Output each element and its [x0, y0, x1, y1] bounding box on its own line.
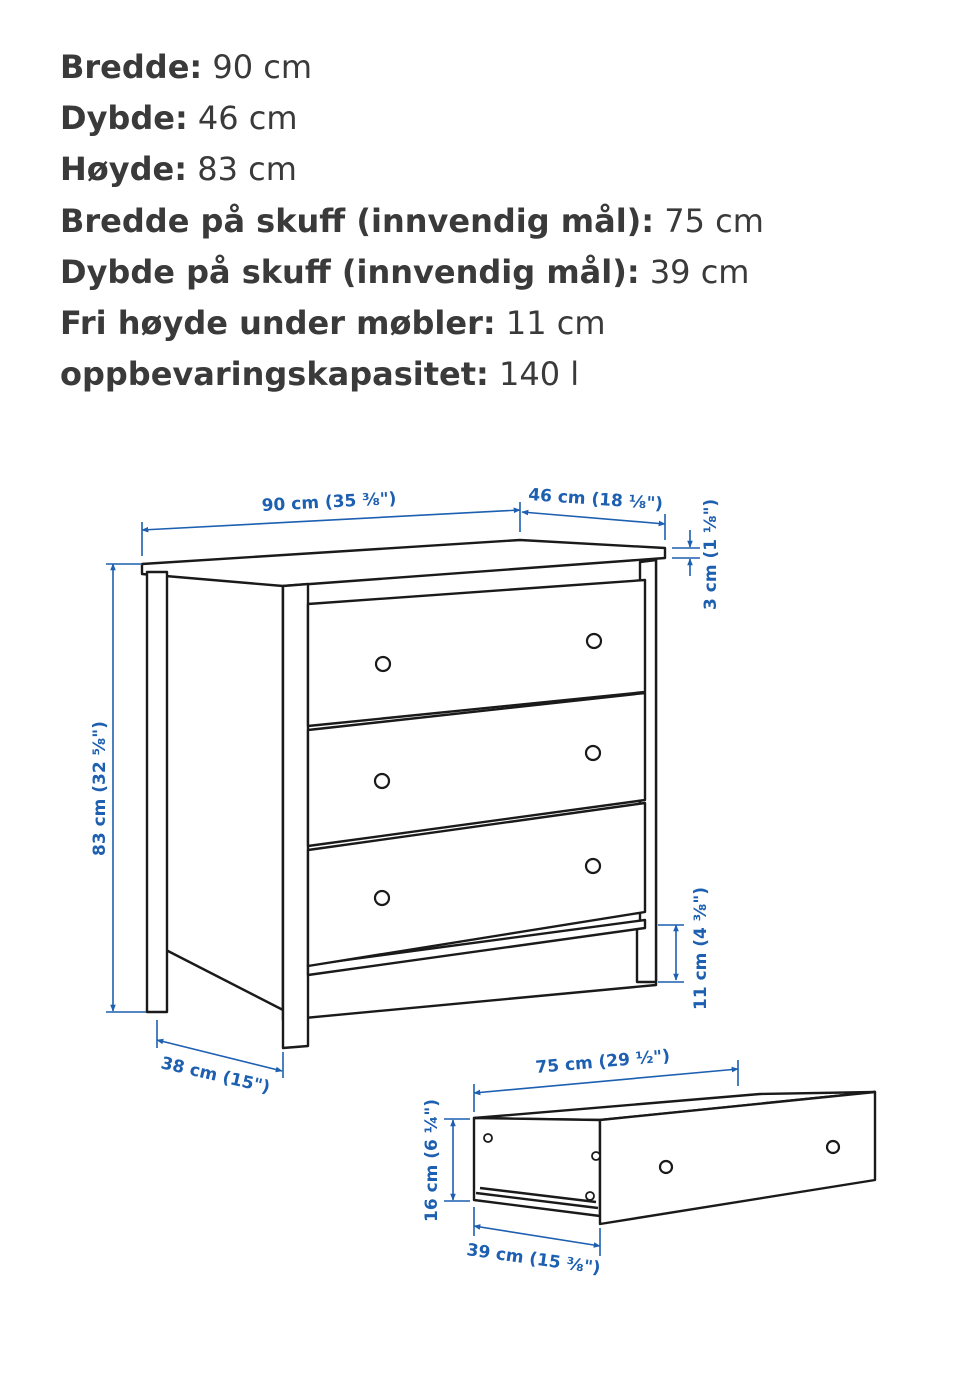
knob-icon — [376, 657, 390, 671]
knob-icon — [827, 1141, 839, 1153]
knob-icon — [592, 1152, 600, 1160]
dresser-leg-front-left — [147, 572, 167, 1012]
dimension-label-clearance: 11 cm (4 ⅜") — [691, 886, 711, 1010]
drawer-illustration — [474, 1092, 875, 1224]
spec-label: Bredde: — [60, 48, 203, 86]
dimension-label-top-thickness: 3 cm (1 ⅛") — [701, 498, 721, 610]
knob-icon — [375, 774, 389, 788]
dimension-label-drawer-width: 75 cm (29 ½") — [534, 1046, 671, 1078]
spec-value: 140 l — [499, 355, 580, 394]
spec-value: 39 cm — [649, 252, 750, 291]
dimension-label-height: 83 cm (32 ⅝") — [90, 721, 110, 856]
dimension-label-side-depth: 38 cm (15") — [158, 1053, 272, 1098]
knob-icon — [587, 634, 601, 648]
spec-value: 90 cm — [212, 48, 313, 86]
dimension-line-drawer-width — [474, 1069, 738, 1093]
knob-icon — [660, 1161, 672, 1173]
dimension-label-depth: 46 cm (18 ⅛") — [527, 485, 664, 515]
spec-label: Dybde: — [60, 99, 188, 138]
knob-icon — [586, 746, 600, 760]
knob-icon — [375, 891, 389, 905]
knob-icon — [586, 1192, 594, 1200]
dresser-side-panel — [157, 570, 283, 1010]
spec-value: 75 cm — [664, 201, 764, 240]
dresser-illustration — [142, 540, 665, 1048]
spec-value: 11 cm — [505, 303, 606, 342]
spec-label: Høyde: — [60, 150, 188, 189]
dimension-label-width: 90 cm (35 ⅜") — [261, 488, 397, 516]
spec-label: Dybde på skuff (innvendig mål): — [60, 252, 640, 291]
spec-value: 46 cm — [197, 99, 298, 138]
spec-label: Bredde på skuff (innvendig mål): — [60, 201, 655, 240]
spec-label: Fri høyde under møbler: — [60, 303, 496, 342]
dimension-label-drawer-depth: 39 cm (15 ⅜") — [465, 1240, 602, 1279]
spec-label: oppbevaringskapasitet: — [60, 355, 489, 394]
knob-icon — [484, 1134, 492, 1142]
dimension-line-depth — [522, 512, 665, 524]
dresser-front-post — [283, 584, 308, 1048]
knob-icon — [586, 859, 600, 873]
dimension-line-width — [142, 510, 520, 530]
spec-value: 83 cm — [197, 150, 297, 189]
dimension-label-drawer-height: 16 cm (6 ¼") — [422, 1098, 442, 1222]
